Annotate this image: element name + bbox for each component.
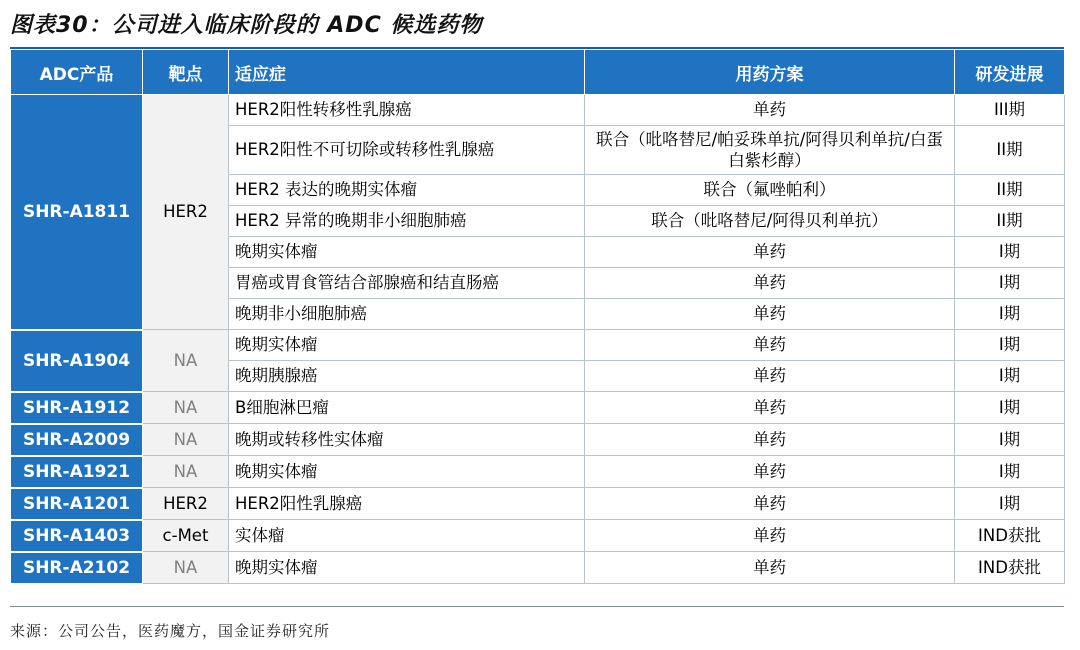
regimen-cell: 单药 [585,392,955,424]
indication-cell: HER2 异常的晚期非小细胞肺癌 [229,206,585,237]
phase-cell: IND获批 [955,520,1065,552]
regimen-cell: 单药 [585,95,955,126]
indication-cell: 晚期或转移性实体瘤 [229,424,585,456]
product-cell: SHR-A1403 [11,520,143,552]
header-indication: 适应症 [229,50,585,95]
regimen-cell: 单药 [585,361,955,392]
indication-cell: 晚期实体瘤 [229,330,585,361]
regimen-cell: 单药 [585,424,955,456]
table-row [11,392,1065,424]
indication-cell: HER2 表达的晚期实体瘤 [229,175,585,206]
product-cell: SHR-A1921 [11,456,143,488]
target-cell: NA [143,552,229,584]
product-cell: SHR-A2102 [11,552,143,584]
target-cell: HER2 [143,95,229,330]
phase-cell: I期 [955,299,1065,330]
indication-cell: 胃癌或胃食管结合部腺癌和结直肠癌 [229,268,585,299]
phase-cell: III期 [955,95,1065,126]
phase-cell: I期 [955,268,1065,299]
indication-cell: HER2阳性乳腺癌 [229,488,585,520]
phase-cell: II期 [955,206,1065,237]
indication-cell: HER2阳性转移性乳腺癌 [229,95,585,126]
adc-candidates-table [10,49,1065,585]
table-row [11,424,1065,456]
target-cell: NA [143,392,229,424]
regimen-cell: 单药 [585,268,955,299]
table-body [11,95,1065,584]
table-row [11,456,1065,488]
regimen-cell: 联合（吡咯替尼/阿得贝利单抗） [585,206,955,237]
indication-cell: 晚期实体瘤 [229,456,585,488]
target-cell: c-Met [143,520,229,552]
table-row [11,95,1065,126]
product-cell: SHR-A1811 [11,95,143,330]
indication-cell: 晚期实体瘤 [229,552,585,584]
header-regimen: 用药方案 [585,50,955,95]
table-row [11,520,1065,552]
regimen-cell: 单药 [585,237,955,268]
table-row [11,488,1065,520]
regimen-cell: 联合（氟唑帕利） [585,175,955,206]
header-target: 靶点 [143,50,229,95]
phase-cell: IND获批 [955,552,1065,584]
product-cell: SHR-A2009 [11,424,143,456]
figure-title: 图表30：公司进入临床阶段的 ADC 候选药物 [10,13,483,38]
table-row [11,330,1065,361]
target-cell: HER2 [143,488,229,520]
header-adc-product: ADC产品 [11,50,143,95]
phase-cell: I期 [955,456,1065,488]
table-row [11,552,1065,584]
regimen-cell: 单药 [585,552,955,584]
phase-cell: I期 [955,330,1065,361]
phase-cell: II期 [955,126,1065,175]
phase-cell: I期 [955,361,1065,392]
source-note: 来源：公司公告，医药魔方，国金证券研究所 [10,622,331,640]
target-cell: NA [143,330,229,392]
target-cell: NA [143,424,229,456]
phase-cell: I期 [955,488,1065,520]
indication-cell: 晚期胰腺癌 [229,361,585,392]
indication-cell: B细胞淋巴瘤 [229,392,585,424]
product-cell: SHR-A1904 [11,330,143,392]
target-cell: NA [143,456,229,488]
indication-cell: 晚期实体瘤 [229,237,585,268]
adc-table-container [10,47,1064,585]
header-phase: 研发进展 [955,50,1065,95]
phase-cell: II期 [955,175,1065,206]
phase-cell: I期 [955,424,1065,456]
product-cell: SHR-A1201 [11,488,143,520]
phase-cell: I期 [955,392,1065,424]
product-cell: SHR-A1912 [11,392,143,424]
regimen-cell: 单药 [585,330,955,361]
regimen-cell: 单药 [585,520,955,552]
indication-cell: 实体瘤 [229,520,585,552]
regimen-cell: 单药 [585,299,955,330]
regimen-cell: 单药 [585,488,955,520]
regimen-cell: 联合（吡咯替尼/帕妥珠单抗/阿得贝利单抗/白蛋白紫杉醇） [585,126,955,175]
regimen-cell: 单药 [585,456,955,488]
indication-cell: 晚期非小细胞肺癌 [229,299,585,330]
indication-cell: HER2阳性不可切除或转移性乳腺癌 [229,126,585,175]
table-bottom-rule [10,606,1064,607]
table-header-row [11,50,1065,95]
phase-cell: I期 [955,237,1065,268]
